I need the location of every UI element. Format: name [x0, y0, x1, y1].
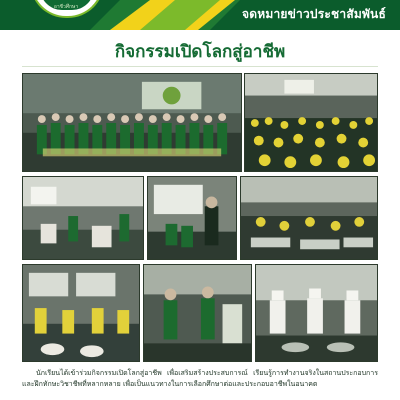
demo-photo [143, 264, 252, 362]
title-divider [22, 66, 378, 67]
presentation-photo [147, 176, 237, 260]
article-title: กิจกรรมเปิดโลกสู่อาชีพ [114, 42, 286, 62]
workshop-photo [22, 264, 140, 362]
header-banner [0, 0, 400, 30]
newsletter-title: จดหมายข่าวประชาสัมพันธ์ [242, 7, 386, 21]
logo-text: อาชีวศึกษา [53, 4, 79, 10]
training-photo [240, 176, 378, 260]
kitchen-photo [255, 264, 378, 362]
article-body: นักเรียนได้เข้าร่วมกิจกรรมเปิดโลกสู่อาชีพ เพื่อเสริมสร้างประสบการณ์ เรียนรู้การทำงานจริงในสถานประกอบการ และฝึกทักษะวิชาชีพที่หลากหลาย เพื่อเป็นแนวทางในการเลือกศึกษาต่อและประกอบอาชีพในอนาคต [22, 369, 378, 388]
auditorium-photo [244, 73, 378, 172]
classroom-photo [22, 176, 144, 260]
group-photo [22, 73, 242, 172]
